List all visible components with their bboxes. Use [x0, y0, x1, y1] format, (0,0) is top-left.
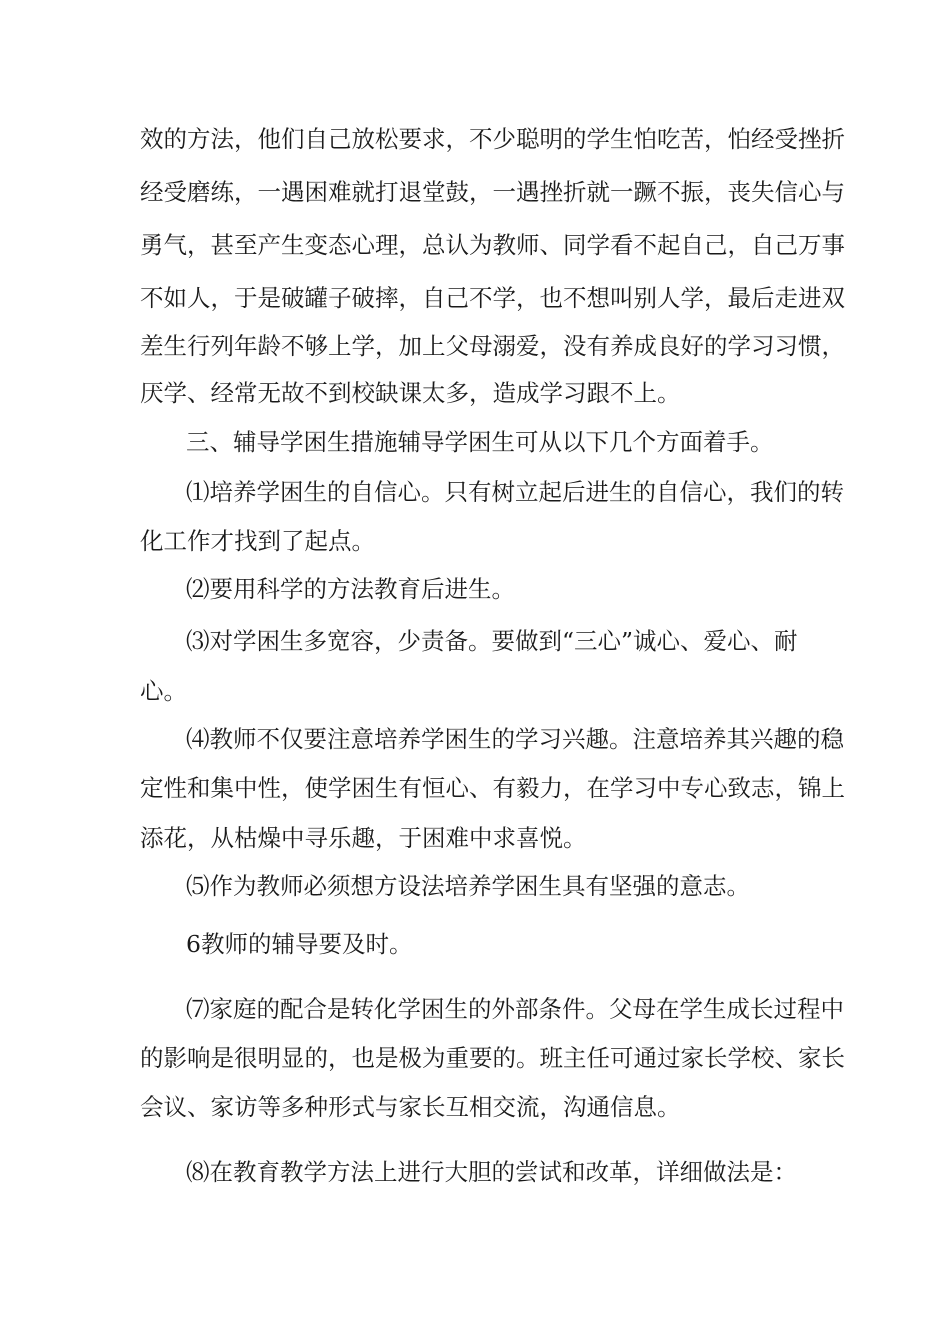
section-heading: 三、辅导学困生措施辅导学困生可从以下几个方面着手。 — [186, 428, 774, 456]
text-line: 定性和集中性，使学困生有恒心、有毅力，在学习中专心致志，锦上 — [140, 774, 845, 802]
text-line: 的影响是很明显的，也是极为重要的。班主任可通过家长学校、家长 — [140, 1044, 845, 1072]
text-line: ⑵要用科学的方法教育后进生。 — [186, 575, 515, 603]
text-line: ⑺家庭的配合是转化学困生的外部条件。父母在学生成长过程中 — [186, 995, 844, 1023]
text-line: 添花，从枯燥中寻乐趣，于困难中求喜悦。 — [140, 824, 587, 852]
text-line: ⑷教师不仅要注意培养学困生的学习兴趣。注意培养其兴趣的稳 — [186, 725, 844, 753]
text-line: 效的方法，他们自己放松要求，不少聪明的学生怕吃苦，怕经受挫折 — [140, 125, 845, 153]
text-line: ⑻在教育教学方法上进行大胆的尝试和改革，详细做法是： — [186, 1158, 797, 1186]
text-line: 心。 — [140, 677, 187, 705]
text-line: 差生行列年龄不够上学，加上父母溺爱，没有养成良好的学习习惯， — [140, 332, 845, 360]
text-line: 会议、家访等多种形式与家长互相交流，沟通信息。 — [140, 1093, 681, 1121]
text-line: ⑴培养学困生的自信心。只有树立起后进生的自信心，我们的转 — [186, 478, 844, 506]
text-line: 不如人，于是破罐子破摔，自己不学，也不想叫别人学，最后走进双 — [140, 284, 845, 312]
text-line: 6教师的辅导要及时。 — [186, 930, 413, 958]
text-line: ⑸作为教师必须想方设法培养学困生具有坚强的意志。 — [186, 872, 750, 900]
text-line: 经受磨练，一遇困难就打退堂鼓，一遇挫折就一蹶不振，丧失信心与 — [140, 178, 845, 206]
text-line: 厌学、经常无故不到校缺课太多，造成学习跟不上。 — [140, 379, 681, 407]
text-line: 勇气，甚至产生变态心理，总认为教师、同学看不起自己，自己万事 — [140, 231, 845, 259]
text-line: 化工作才找到了起点。 — [140, 527, 375, 555]
text-line: ⑶对学困生多宽容，少责备。要做到“三心”诚心、爱心、耐 — [186, 627, 798, 655]
